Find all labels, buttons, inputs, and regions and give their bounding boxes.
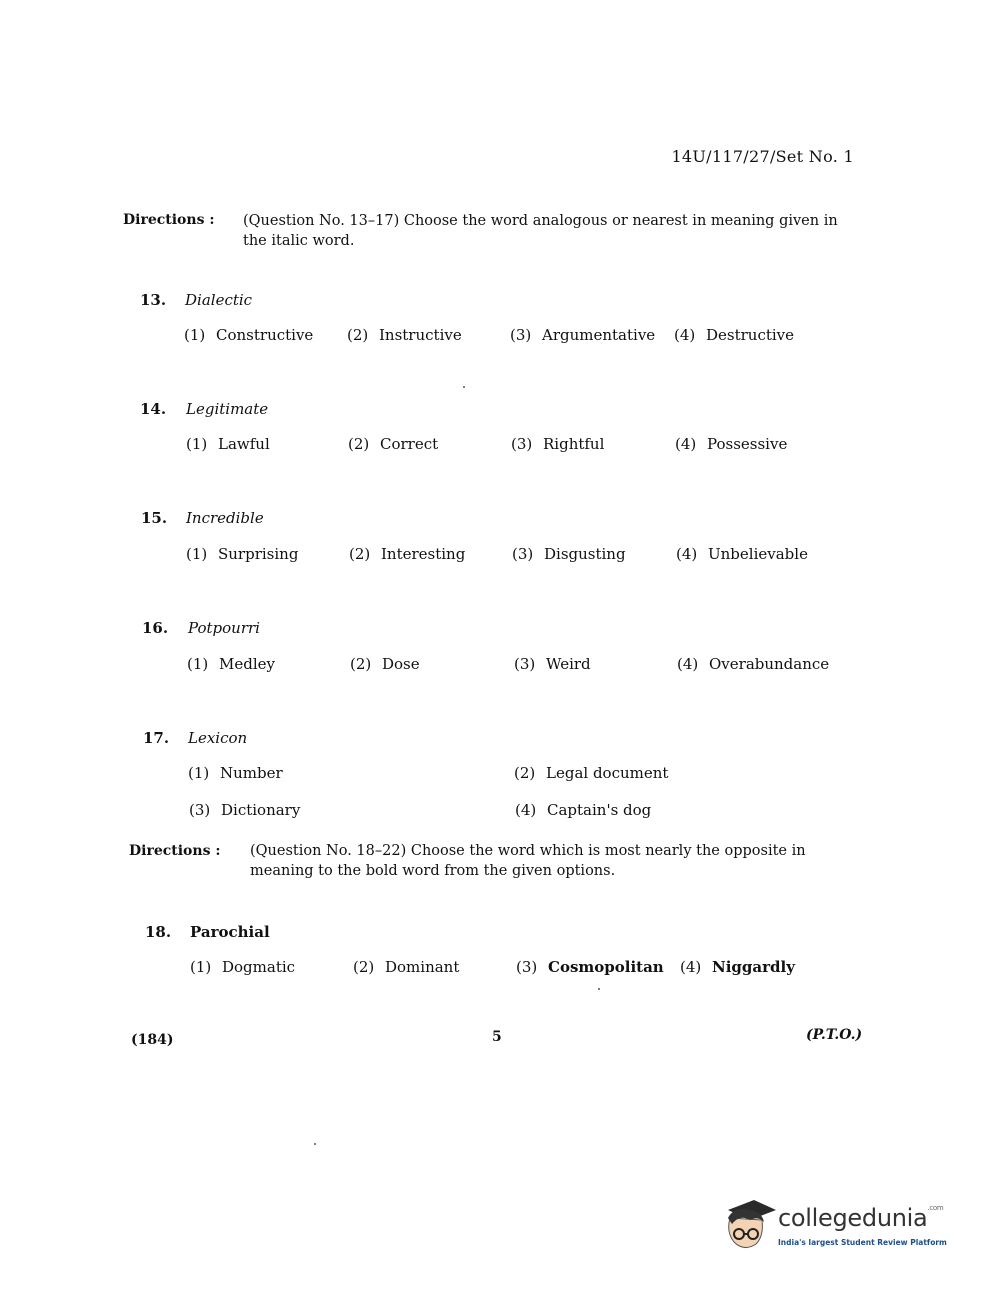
option-number: (4) (675, 435, 697, 453)
question-number: 14. (140, 400, 167, 418)
option-text: Constructive (216, 326, 314, 344)
option-number: (1) (184, 326, 206, 344)
option-text: Dictionary (221, 801, 301, 819)
option-text: Medley (219, 655, 275, 673)
option (510, 326, 655, 344)
question-word: Incredible (186, 509, 264, 527)
option-text: Captain's dog (547, 801, 652, 819)
option-number: (4) (680, 958, 702, 976)
question-number: 18. (145, 923, 172, 941)
scan-dot (314, 1143, 316, 1145)
directions-label: Directions : (123, 212, 215, 228)
option-text: Instructive (379, 326, 462, 344)
option (514, 655, 591, 673)
option (187, 655, 275, 673)
directions-text: (Question No. 13–17) Choose the word analogous or nearest in meaning given in the italic word. (243, 213, 838, 249)
option-text: Legal document (546, 764, 669, 782)
option (184, 326, 313, 344)
option-number: (3) (511, 435, 533, 453)
option-number: (2) (348, 435, 370, 453)
directions-text: (Question No. 18–22) Choose the word which is most nearly the opposite in meaning to the bold word from the given options. (250, 843, 806, 879)
option (512, 545, 626, 563)
option-number: (4) (674, 326, 696, 344)
option (677, 655, 829, 673)
set-code: 14U/117/27/Set No. 1 (671, 147, 854, 166)
option-number: (2) (350, 655, 372, 673)
option (676, 545, 808, 563)
option (674, 326, 794, 344)
question-word: Dialectic (185, 291, 253, 309)
option (680, 958, 795, 976)
option (347, 326, 462, 344)
question-number: 17. (143, 729, 170, 747)
pto-label: (P.T.O.) (806, 1027, 863, 1043)
option-text: Overabundance (709, 655, 830, 673)
logo-name: collegedunia (778, 1204, 928, 1232)
option-text: Cosmopolitan (548, 958, 664, 976)
option (350, 655, 420, 673)
scan-dot (598, 988, 600, 990)
option-text: Argumentative (542, 326, 656, 344)
option-number: (3) (514, 655, 536, 673)
option-number: (3) (510, 326, 532, 344)
option-number: (2) (349, 545, 371, 563)
option-text: Possessive (707, 435, 788, 453)
option (675, 435, 787, 453)
directions-label: Directions : (129, 843, 221, 859)
question-word: Parochial (190, 923, 270, 941)
option-text: Number (220, 764, 283, 782)
option-text: Correct (380, 435, 439, 453)
option-number: (3) (189, 801, 211, 819)
option-number: (3) (512, 545, 534, 563)
option (516, 958, 664, 976)
option-number: (4) (676, 545, 698, 563)
logo-suffix: .com (927, 1204, 944, 1212)
scan-dot (463, 386, 465, 388)
question-word: Lexicon (188, 729, 248, 747)
option-text: Rightful (543, 435, 605, 453)
option-number: (1) (186, 545, 208, 563)
option (189, 801, 300, 819)
option-text: Unbelievable (708, 545, 808, 563)
option-text: Dominant (385, 958, 460, 976)
option (348, 435, 438, 453)
option (188, 764, 283, 782)
question-word: Potpourri (188, 619, 260, 637)
page-number: 5 (492, 1029, 502, 1045)
option-number: (1) (187, 655, 209, 673)
option (515, 801, 651, 819)
option-number: (3) (516, 958, 538, 976)
option-text: Disgusting (544, 545, 626, 563)
collegedunia-logo (720, 1196, 955, 1266)
option (186, 435, 270, 453)
option-number: (2) (514, 764, 536, 782)
option-text: Surprising (218, 545, 299, 563)
option-text: Lawful (218, 435, 270, 453)
option (353, 958, 459, 976)
question-word: Legitimate (186, 400, 269, 418)
option-text: Destructive (706, 326, 795, 344)
paper-code: (184) (131, 1032, 174, 1048)
option-text: Interesting (381, 545, 466, 563)
option-text: Weird (546, 655, 591, 673)
option-number: (2) (347, 326, 369, 344)
option-number: (4) (677, 655, 699, 673)
option-text: Niggardly (712, 958, 795, 976)
logo-tagline: India's largest Student Review Platform (778, 1238, 947, 1247)
option (186, 545, 298, 563)
question-number: 13. (140, 291, 167, 309)
question-number: 15. (141, 509, 168, 527)
option (511, 435, 604, 453)
logo-wordmark (778, 1204, 943, 1232)
mascot-icon (720, 1198, 776, 1260)
question-number: 16. (142, 619, 169, 637)
option-number: (1) (188, 764, 210, 782)
option (514, 764, 668, 782)
option-number: (4) (515, 801, 537, 819)
option-number: (1) (186, 435, 208, 453)
option-text: Dose (382, 655, 420, 673)
option (190, 958, 295, 976)
option-text: Dogmatic (222, 958, 296, 976)
option-number: (1) (190, 958, 212, 976)
option-number: (2) (353, 958, 375, 976)
option (349, 545, 465, 563)
